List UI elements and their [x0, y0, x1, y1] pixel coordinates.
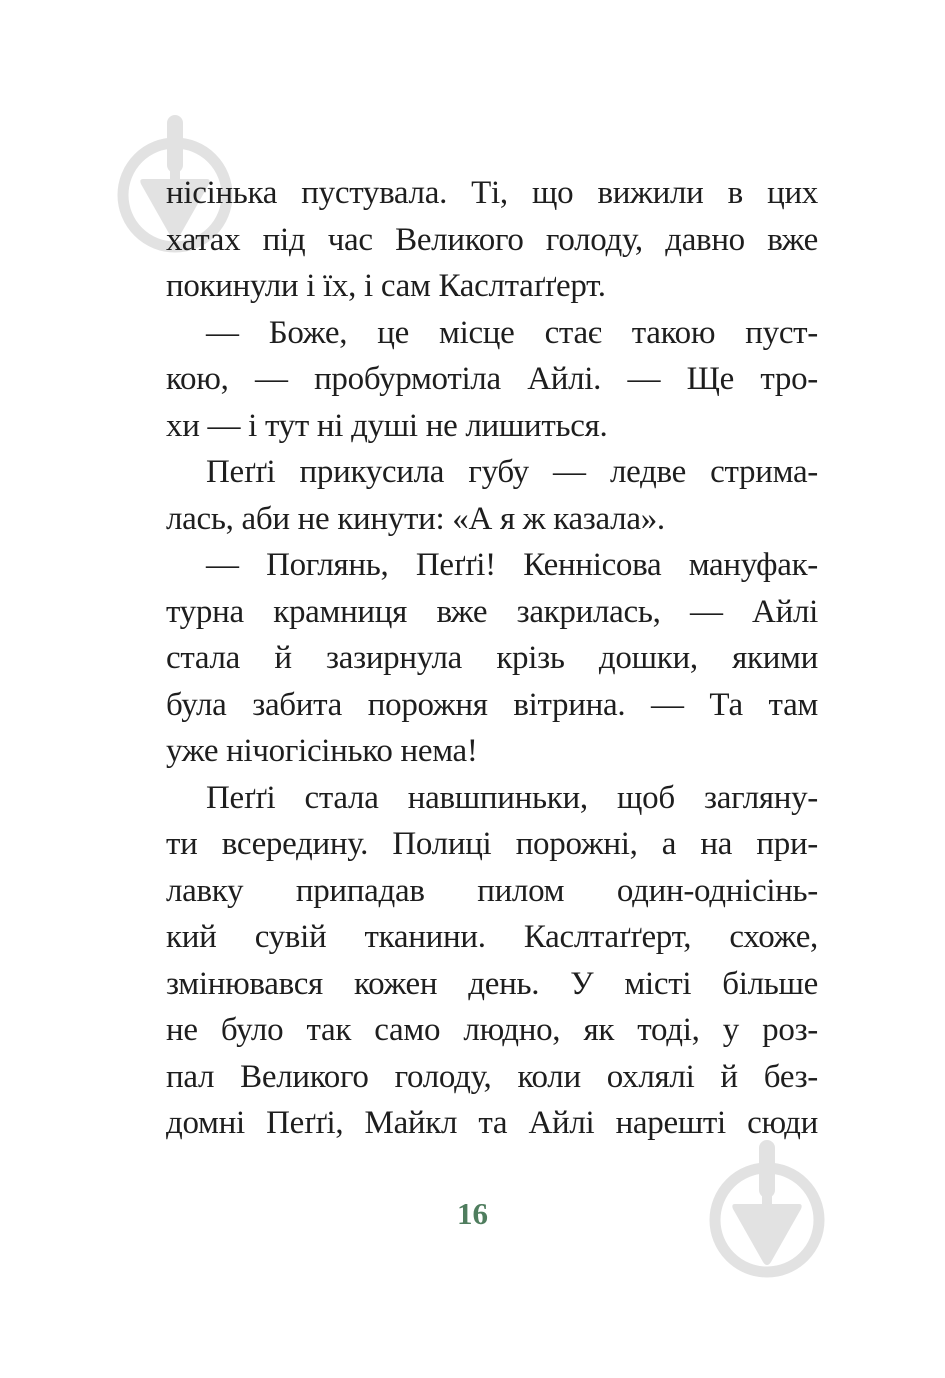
page-number: 16 — [457, 1196, 488, 1231]
text-line: уже нічогісінько нема! — [166, 733, 478, 769]
text-line: кою, — пробурмотіла Айлі. — Ще тро- — [166, 361, 818, 397]
text-line: була забита порожня вітрина. — Та там — [166, 686, 818, 723]
text-line: покинули і їх, і сам Каслтаґґерт. — [166, 268, 606, 304]
text-line: турна крамниця вже закрилась, — Айлі — [166, 593, 818, 630]
text-line: кий сувій тканини. Каслтаґґерт, схоже, — [166, 919, 818, 955]
text-line: — Боже, це місце стає такою пуст- — [206, 314, 818, 351]
text-line: Пеґґі прикусила губу — ледве стрима- — [206, 454, 818, 490]
text-line: хатах під час Великого голоду, давно вже — [166, 221, 818, 258]
text-line: не було так само людно, як тоді, у роз- — [166, 1012, 818, 1048]
text-line: змінювався кожен день. У місті більше — [166, 965, 818, 1002]
text-line: хи — і тут ні душі не лишиться. — [166, 407, 608, 444]
text-line: — Поглянь, Пеґґі! Кеннісова мануфак- — [206, 547, 818, 583]
text-line: лась, аби не кинути: «А я ж казала». — [166, 500, 665, 537]
text-line: нісінька пустувала. Ті, що вижили в цих — [166, 175, 818, 211]
text-line: пал Великого голоду, коли охлялі й без- — [166, 1058, 818, 1095]
text-line: ти всередину. Полиці порожні, а на при- — [166, 826, 818, 862]
text-line: лавку припадав пилом один-однісінь- — [166, 872, 818, 909]
body-text — [166, 170, 818, 1147]
text-line: домні Пеґґі, Майкл та Айлі нарешті сюди — [166, 1105, 818, 1141]
text-line: Пеґґі стала навшпиньки, щоб загляну- — [206, 779, 818, 816]
text-line: стала й зазирнула крізь дошки, якими — [166, 640, 818, 676]
